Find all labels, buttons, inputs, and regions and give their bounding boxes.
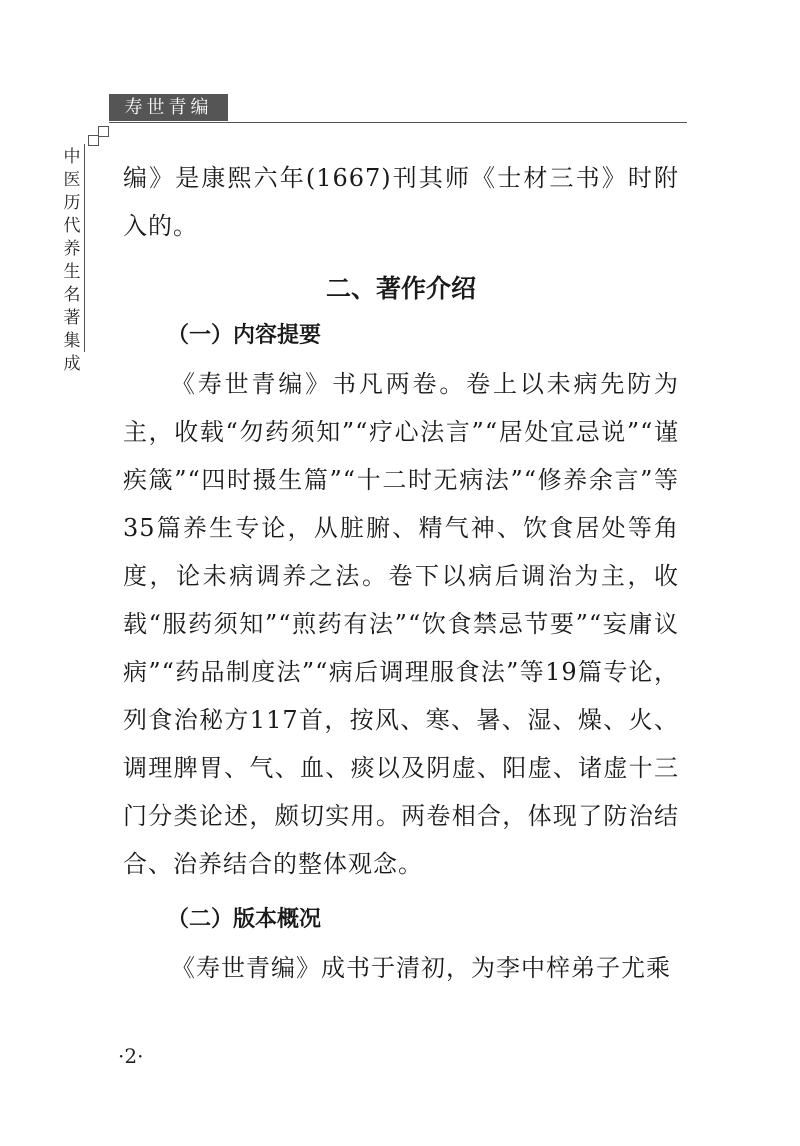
corner-ornament-upper [98, 126, 109, 137]
page-content [123, 154, 679, 992]
page-number: ·2· [118, 1044, 144, 1068]
series-title-vertical: 中医历代养生名著集成 [63, 147, 81, 374]
subsection-heading-summary: （一）内容提要 [167, 323, 322, 348]
side-rule [84, 144, 85, 352]
subsection-heading-editions: （二）版本概况 [167, 907, 322, 932]
section-heading: 二、著作介绍 [325, 274, 476, 303]
corner-ornament-lower [88, 135, 99, 146]
header-rule [109, 122, 687, 123]
summary-paragraph: 《寿世青编》书凡两卷。卷上以未病先防为主，收载“勿药须知”“疗心法言”“居处宜忌说”“谨疾箴”“四时摄生篇”“十二时无病法”“修养余言”等35篇养生专论，从脏腑、精气神、饮食居处等角度，论未病调养之法。卷下以病后调治为主，收载“服药须知”“煎药有法”“饮食禁忌节要”“妄庸议病”“药品制度法”“病后调理服食法”等19篇专论，列食治秘方117首，按风、寒、暑、湿、燥、火、调理脾胃、气、血、痰以及阴虚、阳虚、诸虚十三门分类论述，颇切实用。两卷相合，体现了防治结合、治养结合的整体观念。 [123, 370, 679, 878]
editions-paragraph: 《寿世青编》成书于清初，为李中梓弟子尤乘 [171, 954, 671, 982]
continuation-paragraph: 编》是康熙六年(1667)刊其师《士材三书》时附入的。 [123, 164, 679, 240]
book-title-tab: 寿世青编 [109, 94, 228, 121]
